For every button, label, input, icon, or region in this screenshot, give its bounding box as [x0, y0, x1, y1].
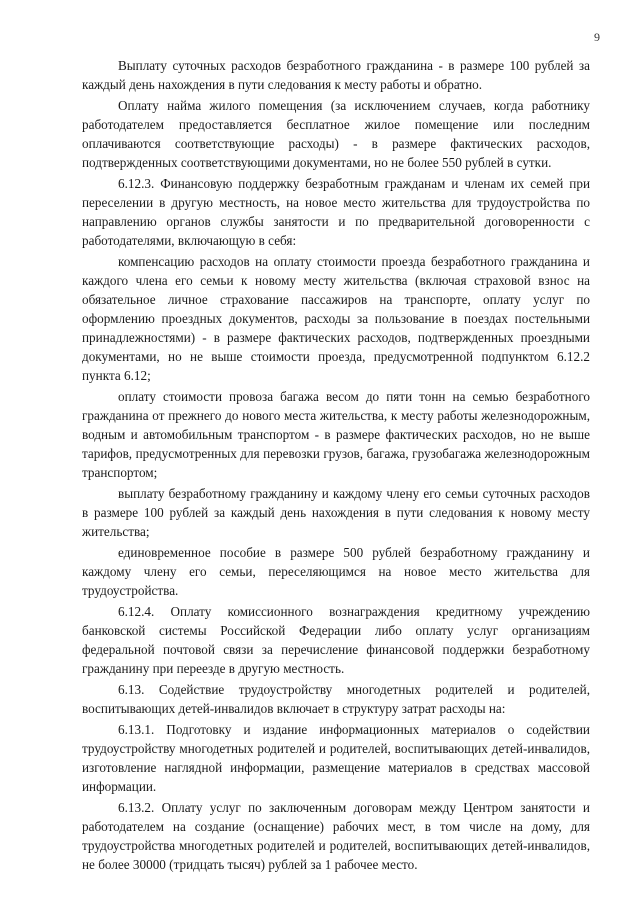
paragraph-daily-allowance: Выплату суточных расходов безработного гражданина - в размере 100 рублей за каждый день нахождения в пути следования к месту работы и обратно. [82, 58, 590, 92]
paragraph-6-12-3: 6.12.3. Финансовую поддержку безработным гражданам и членам их семей при переселении в другую местность, на новое место жительства для трудоустройства по направлению органов службы занятости и по предварительной договоренности с работодателями, включающую в себя: [82, 176, 590, 248]
paragraph-6-13-2: 6.13.2. Оплату услуг по заключенным договорам между Центром занятости и работодателем на создание (оснащение) рабочих мест, в том числе на дому, для трудоустройства многодетных родителей и родителей, воспитывающих детей-инвалидов, не более 30000 (тридцать тысяч) рублей за 1 рабочее место. [82, 800, 590, 872]
paragraph-housing-rent: Оплату найма жилого помещения (за исключением случаев, когда работнику работодателем предоставляется бесплатное жилое помещение или последним оплачиваются соответствующие расходы) - в размере фактических расходов, подтвержденных соответствующими документами, но не более 550 рублей в сутки. [82, 98, 590, 170]
document-body [82, 56, 590, 876]
paragraph-6-13-1: 6.13.1. Подготовку и издание информационных материалов о содействии трудоустройству многодетных родителей и родителей, воспитывающих детей-инвалидов, изготовление наглядной информации, размещение материалов в средствах массовой информации. [82, 722, 590, 794]
paragraph-6-13: 6.13. Содействие трудоустройству многодетных родителей и родителей, воспитывающих детей-инвалидов включает в структуру затрат расходы на: [82, 682, 590, 716]
paragraph-family-daily-allowance: выплату безработному гражданину и каждому члену его семьи суточных расходов в размере 100 рублей за каждый день нахождения в пути следования к новому месту жительства; [82, 486, 590, 539]
paragraph-travel-compensation: компенсацию расходов на оплату стоимости проезда безработного гражданина и каждого члена его семьи к новому месту жительства (включая страховой взнос на обязательное личное страхование пассажиров на транспорте, оплату услуг по оформлению проездных документов, расходы за пользование в поездах постельными принадлежностями) - в размере фактических расходов, подтвержденных проездными документами, но не выше стоимости проезда, предусмотренной подпунктом 6.12.2 пункта 6.12; [82, 254, 590, 383]
paragraph-baggage: оплату стоимости провоза багажа весом до пяти тонн на семью безработного гражданина от прежнего до нового места жительства, к месту работы железнодорожным, водным и автомобильным транспортом - в размере фактических расходов, но не выше тарифов, предусмотренных для перевозки грузов, багажа, грузобагажа железнодорожным транспортом; [82, 389, 590, 480]
page-number: 9 [594, 30, 600, 44]
paragraph-lump-sum: единовременное пособие в размере 500 рублей безработному гражданину и каждому члену его семьи, переселяющимся на новое место жительства для трудоустройства. [82, 545, 590, 598]
paragraph-6-12-4: 6.12.4. Оплату комиссионного вознаграждения кредитному учреждению банковской системы Российской Федерации либо оплату услуг организациям федеральной почтовой связи за перечисление финансовой поддержки безработному гражданину при переезде в другую местность. [82, 604, 590, 676]
